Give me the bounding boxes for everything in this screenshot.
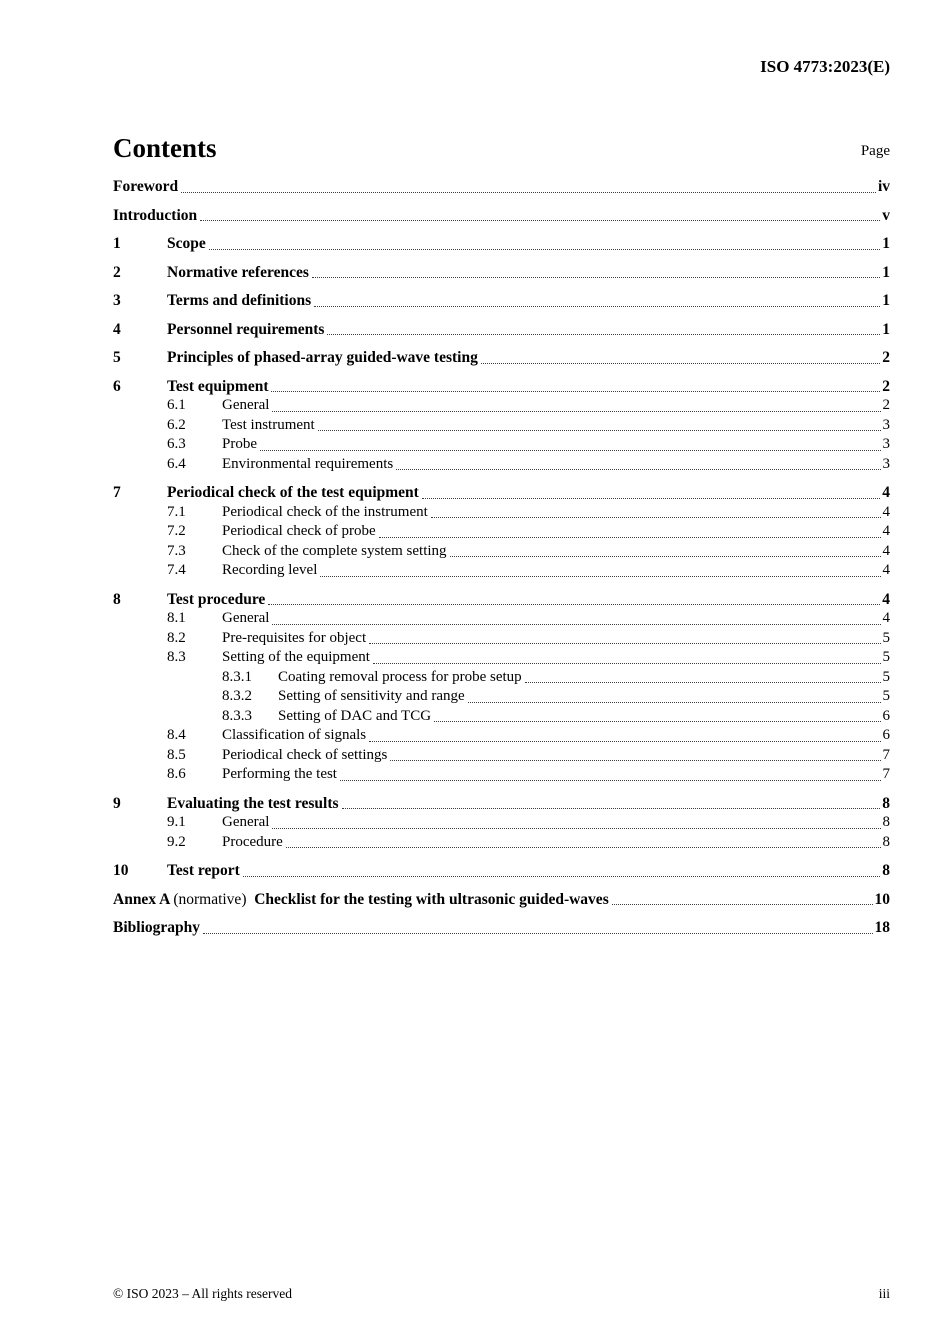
toc-entry-number: 3 (113, 292, 121, 309)
toc-entry-page: 3 (882, 436, 890, 452)
contents-title: Contents (113, 133, 217, 163)
toc-entry-number: 6 (113, 377, 121, 395)
toc-entry-page: 10 (874, 890, 890, 908)
toc-entry-title: Principles of phased-array guided-wave testing (167, 349, 478, 366)
toc-entry-title: Recording level (222, 562, 318, 578)
dot-leader (318, 430, 881, 431)
toc-entry-title: General (222, 610, 270, 626)
toc-entry-page: 2 (882, 377, 890, 395)
page-column-label: Page (860, 143, 890, 159)
toc-entry-page: 3 (882, 416, 890, 433)
toc-entry-number: 6.1 (167, 397, 186, 413)
toc-entry-number: 6.3 (167, 436, 186, 452)
toc-entry-title: Test instrument (222, 416, 315, 433)
toc-entry-page: 1 (882, 292, 890, 309)
toc-entry (113, 503, 890, 523)
toc-entry-page: 5 (882, 649, 890, 665)
toc-entry-number: 9.2 (167, 833, 186, 850)
toc-entry (113, 320, 890, 340)
toc-entry (113, 263, 890, 283)
toc-entry-title: Setting of the equipment (222, 649, 370, 665)
toc-entry-number: 7 (113, 484, 121, 501)
copyright-notice: © ISO 2023 – All rights reserved (113, 1286, 292, 1301)
toc-entry (113, 177, 890, 197)
dot-leader (373, 663, 881, 664)
dot-leader (612, 904, 873, 905)
toc-entry-title: Bibliography (113, 919, 200, 936)
dot-leader (320, 576, 880, 577)
toc-entry (113, 707, 890, 727)
toc-entry-page: 4 (882, 542, 890, 559)
toc-entry-page: 2 (882, 397, 890, 413)
toc-entry (113, 794, 890, 814)
toc-entry (113, 416, 890, 436)
toc-entry-title: Periodical check of the instrument (222, 503, 428, 520)
dot-leader (468, 702, 881, 703)
dot-leader (434, 721, 880, 722)
toc-entry (113, 590, 890, 610)
toc-entry (113, 861, 890, 881)
toc-entry (113, 648, 890, 668)
toc-entry-title: Test procedure (167, 590, 266, 608)
dot-leader (272, 624, 880, 625)
toc-entry-page: 5 (882, 668, 890, 685)
toc-entry-title: Procedure (222, 833, 283, 850)
dot-leader (209, 249, 881, 250)
toc-entry-title: Foreword (113, 178, 179, 195)
dot-leader (342, 808, 881, 809)
toc-entry-page: 2 (882, 349, 890, 366)
toc-entry-number: 8.3.3 (222, 707, 252, 724)
toc-entry-page: 8 (882, 862, 890, 879)
toc-entry-page: iv (877, 178, 890, 195)
toc-entry (113, 687, 890, 707)
toc-entry-label: Checklist for the testing with ultrasonic guided-waves (254, 890, 609, 908)
toc-entry-title: Coating removal process for probe setup (278, 668, 522, 685)
toc-entry-page: 4 (882, 610, 890, 626)
dot-leader (286, 847, 881, 848)
dot-leader (422, 498, 880, 499)
toc-entry-title: Test report (167, 862, 240, 879)
toc-entry-number: 2 (113, 263, 121, 281)
dot-leader (431, 517, 881, 518)
toc-entry-title: Introduction (113, 206, 198, 224)
toc-entry (113, 668, 890, 688)
toc-entry-number: 7.1 (167, 503, 186, 520)
toc-entry-page: v (882, 206, 890, 224)
toc-entry-title: Probe (222, 436, 257, 452)
toc-entry-prefix: Annex A (113, 890, 174, 908)
dot-leader (260, 450, 881, 451)
toc-entry-number: 8.3.2 (222, 688, 252, 704)
toc-entry-page: 4 (882, 503, 890, 520)
toc-entry-page: 1 (882, 235, 890, 252)
toc-entry-page: 5 (882, 629, 890, 646)
toc-entry-page: 3 (882, 455, 890, 472)
dot-leader (450, 556, 881, 557)
toc-entry-title: General (222, 814, 270, 830)
toc-entry (113, 918, 890, 938)
dot-leader (340, 780, 881, 781)
toc-entry-number: 8.1 (167, 610, 186, 626)
dot-leader (396, 469, 880, 470)
dot-leader (243, 876, 880, 877)
toc-entry (113, 377, 890, 397)
toc-entry (113, 746, 890, 766)
toc-entry-page: 4 (882, 523, 890, 539)
toc-entry-title (113, 890, 609, 910)
toc-entry-number: 8.3.1 (222, 668, 252, 685)
toc-entry-title: Personnel requirements (167, 320, 325, 338)
dot-leader (272, 828, 880, 829)
toc-entry-title: Test equipment (167, 377, 269, 395)
toc-entry-number: 9.1 (167, 814, 186, 830)
toc-entry (113, 629, 890, 649)
toc-entry (113, 522, 890, 542)
dot-leader (312, 277, 880, 278)
toc-entry-number: 5 (113, 349, 121, 366)
toc-entry-title: Periodical check of settings (222, 746, 388, 763)
toc-entry-number: 10 (113, 862, 129, 879)
dot-leader (525, 682, 881, 683)
toc-entry (113, 435, 890, 455)
toc-entry (113, 206, 890, 226)
dot-leader (268, 604, 880, 605)
toc-entry-number: 4 (113, 320, 121, 338)
toc-entry (113, 890, 890, 910)
toc-entry (113, 455, 890, 475)
toc-entry-number: 7.2 (167, 523, 186, 539)
toc-entry-title: Setting of DAC and TCG (278, 707, 432, 724)
toc-entry (113, 833, 890, 853)
toc-entry (113, 396, 890, 416)
dot-leader (200, 220, 880, 221)
toc-entry-page: 6 (882, 727, 890, 743)
toc-entry-page: 1 (882, 320, 890, 338)
toc-entry-number: 8.6 (167, 766, 186, 782)
toc-entry-page: 18 (874, 919, 890, 936)
toc-entry-qualifier: (normative) (173, 890, 255, 908)
toc-entry-page: 7 (882, 766, 890, 782)
toc-list (113, 177, 890, 938)
toc-entry-title: Check of the complete system setting (222, 542, 447, 559)
toc-entry (113, 765, 890, 785)
document-header (113, 56, 890, 77)
dot-leader (181, 192, 876, 193)
toc-entry-page: 7 (882, 746, 890, 763)
toc-entry (113, 813, 890, 833)
toc-entry-title: Periodical check of probe (222, 523, 376, 539)
toc-entry-page: 4 (882, 484, 890, 501)
toc-entry-title: General (222, 397, 270, 413)
dot-leader (314, 306, 880, 307)
toc-entry-page: 8 (882, 814, 890, 830)
toc-entry-title: Pre-requisites for object (222, 629, 367, 646)
toc-entry-title: Setting of sensitivity and range (278, 688, 465, 704)
toc-entry-page: 8 (882, 794, 890, 812)
toc-entry (113, 483, 890, 503)
toc-entry-title: Normative references (167, 263, 309, 281)
toc-entry-page: 4 (882, 590, 890, 608)
toc-entry-number: 7.4 (167, 562, 186, 578)
dot-leader (327, 334, 880, 335)
dot-leader (369, 643, 880, 644)
dot-leader (369, 741, 880, 742)
toc-entry-page: 8 (882, 833, 890, 850)
toc-entry-page: 5 (882, 688, 890, 704)
toc-entry-number: 8 (113, 590, 121, 608)
dot-leader (481, 363, 880, 364)
toc-entry-number: 8.5 (167, 746, 186, 763)
toc-entry (113, 348, 890, 368)
toc-entry-number: 6.4 (167, 455, 186, 472)
toc-entry-number: 9 (113, 794, 121, 812)
dot-leader (272, 411, 880, 412)
toc-entry-title: Periodical check of the test equipment (167, 484, 419, 501)
toc-entry-title: Environmental requirements (222, 455, 394, 472)
toc-entry (113, 561, 890, 581)
toc-entry-number: 8.2 (167, 629, 186, 646)
dot-leader (379, 537, 881, 538)
toc-entry-title: Evaluating the test results (167, 794, 339, 812)
dot-leader (203, 933, 873, 934)
toc-entry-number: 8.3 (167, 649, 186, 665)
toc-entry-title: Performing the test (222, 766, 337, 782)
toc-entry (113, 609, 890, 629)
toc-entry (113, 291, 890, 311)
toc-entry (113, 726, 890, 746)
folio-page-number: iii (878, 1286, 890, 1301)
document-footer (113, 1286, 890, 1302)
doc-reference: ISO 4773:2023(E) (760, 57, 890, 76)
toc-entry-title: Scope (167, 235, 206, 252)
toc-entry-number: 8.4 (167, 727, 186, 743)
toc-entry-title: Classification of signals (222, 727, 367, 743)
toc-entry-number: 6.2 (167, 416, 186, 433)
toc-entry (113, 542, 890, 562)
toc-entry-page: 6 (882, 707, 890, 724)
dot-leader (271, 391, 880, 392)
toc-entry-number: 1 (113, 235, 121, 252)
toc-entry-number: 7.3 (167, 542, 186, 559)
toc-entry-page: 4 (882, 562, 890, 578)
toc-entry-page: 1 (882, 263, 890, 281)
dot-leader (390, 760, 880, 761)
contents-header (113, 133, 890, 163)
toc-entry-title: Terms and definitions (167, 292, 312, 309)
toc-entry (113, 234, 890, 254)
